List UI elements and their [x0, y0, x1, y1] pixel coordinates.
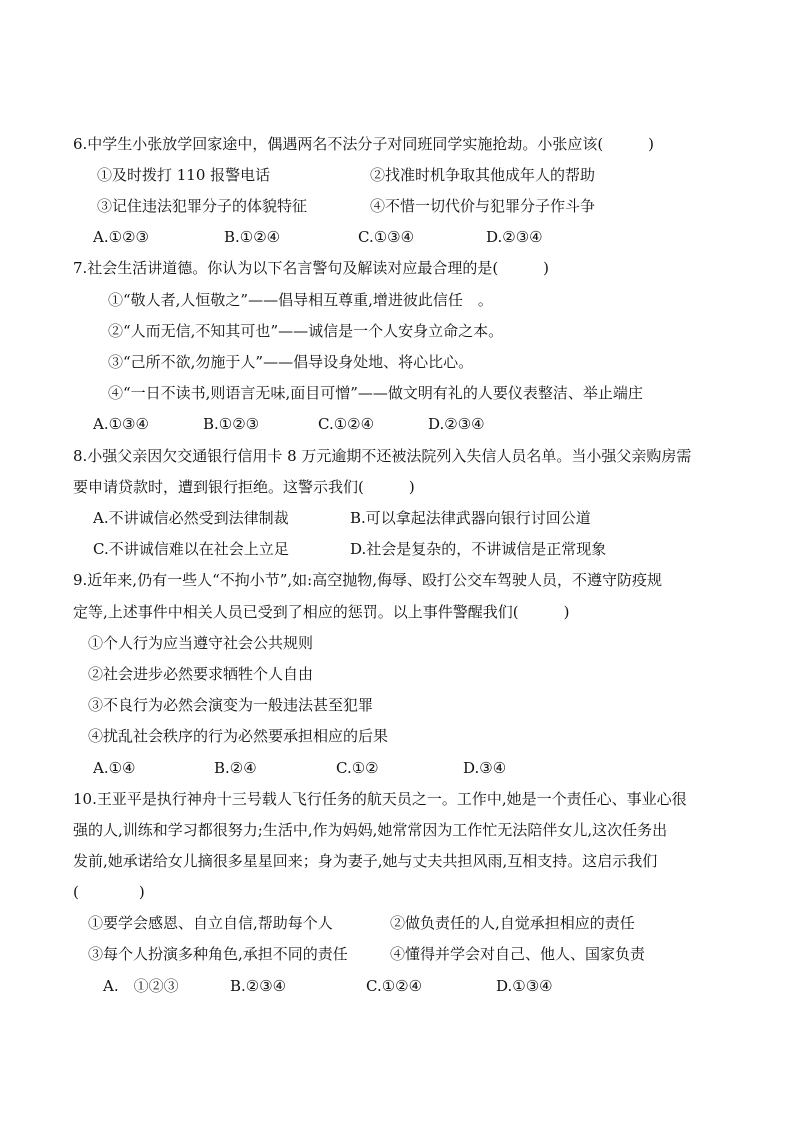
q8-option-a: A.不讲诚信必然受到法律制裁 — [93, 509, 289, 527]
q8-option-c: C.不讲诚信难以在社会上立足 — [93, 540, 289, 558]
q6-item-3: ③记住违法犯罪分子的体貌特征 — [97, 197, 308, 215]
q8-option-d: D.社会是复杂的，不讲诚信是正常现象 — [350, 540, 607, 558]
q10-item-1: ①要学会感恩、自立自信,帮助每个人 — [88, 914, 333, 932]
q10-item-4: ④懂得并学会对自己、他人、国家负责 — [390, 945, 646, 963]
q9-item-3: ③不良行为必然会演变为一般违法甚至犯罪 — [88, 696, 374, 714]
q6-item-1: ①及时拨打 110 报警电话 — [97, 166, 271, 184]
q9-item-4: ④扰乱社会秩序的行为必然要承担相应的后果 — [88, 727, 389, 745]
q6-option-b: B.①②④ — [224, 228, 281, 246]
q10-option-b: B.②③④ — [230, 977, 287, 995]
q8-stem-line-1: 8.小强父亲因欠交通银行信用卡 8 万元逾期不还被法院列入失信人员名单。当小强父亲购房需 — [73, 447, 692, 465]
q6-option-d: D.②③④ — [486, 228, 543, 246]
q6-item-4: ④不惜一切代价与犯罪分子作斗争 — [370, 197, 596, 215]
q10-option-c: C.①②④ — [366, 977, 423, 995]
q10-item-2: ②做负责任的人,自觉承担相应的责任 — [390, 914, 635, 932]
q9-option-b: B.②④ — [214, 759, 257, 777]
q10-option-d: D.①③④ — [496, 977, 553, 995]
q9-option-c: C.①② — [336, 759, 379, 777]
q9-stem-line-1: 9.近年来,仍有一些人“不拘小节”,如:高空抛物,侮辱、殴打公交车驾驶人员，不遵守防疫规 — [73, 571, 663, 589]
q10-stem-line-4: ( ) — [73, 883, 145, 901]
q8-stem-line-2: 要申请贷款时，遭到银行拒绝。这警示我们( ) — [73, 478, 415, 496]
q9-stem-line-2: 定等,上述事件中相关人员已受到了相应的惩罚。以上事件警醒我们( ) — [73, 603, 570, 621]
q8-option-b: B.可以拿起法律武器向银行讨回公道 — [350, 509, 591, 527]
q7-item-3: ③“己所不欲,勿施于人”——倡导设身处地、将心比心。 — [108, 353, 474, 371]
q7-item-1: ①“敬人者,人恒敬之”——倡导相互尊重,增进彼此信任 。 — [108, 291, 493, 309]
q9-option-a: A.①④ — [93, 759, 136, 777]
q9-option-d: D.③④ — [463, 759, 507, 777]
q7-option-c: C.①②④ — [318, 415, 375, 433]
q10-stem-line-1: 10.王亚平是执行神舟十三号载人飞行任务的航天员之一。工作中,她是一个责任心、事业心很 — [73, 790, 687, 808]
q6-item-2: ②找准时机争取其他成年人的帮助 — [370, 166, 596, 184]
q6-option-a: A.①②③ — [93, 228, 149, 246]
q6-option-c: C.①③④ — [358, 228, 415, 246]
q10-stem-line-2: 强的人,训练和学习都很努力;生活中,作为妈妈,她常常因为工作忙无法陪伴女儿,这次任务出 — [73, 821, 668, 839]
q7-option-d: D.②③④ — [428, 415, 485, 433]
q6-stem: 6.中学生小张放学回家途中，偶遇两名不法分子对同班同学实施抢劫。小张应该( ) — [73, 135, 655, 153]
q10-option-a: A. ①②③ — [103, 977, 179, 995]
q10-item-3: ③每个人扮演多种角色,承担不同的责任 — [88, 945, 348, 963]
q7-item-2: ②“人而无信,不知其可也”——诚信是一个人安身立命之本。 — [108, 322, 504, 340]
q7-stem: 7.社会生活讲道德。你认为以下名言警句及解读对应最合理的是( ) — [73, 259, 550, 277]
q7-item-4: ④“一日不读书,则语言无味,面目可憎”——做文明有礼的人要仪表整洁、举止端庄 — [108, 384, 643, 402]
q10-stem-line-3: 发前,她承诺给女儿摘很多星星回来；身为妻子,她与丈夫共担风雨,互相支持。这启示我们 — [73, 852, 658, 870]
q9-item-2: ②社会进步必然要求牺牲个人自由 — [88, 665, 314, 683]
q7-option-b: B.①②③ — [203, 415, 260, 433]
q9-item-1: ①个人行为应当遵守社会公共规则 — [88, 634, 314, 652]
q7-option-a: A.①③④ — [93, 415, 149, 433]
